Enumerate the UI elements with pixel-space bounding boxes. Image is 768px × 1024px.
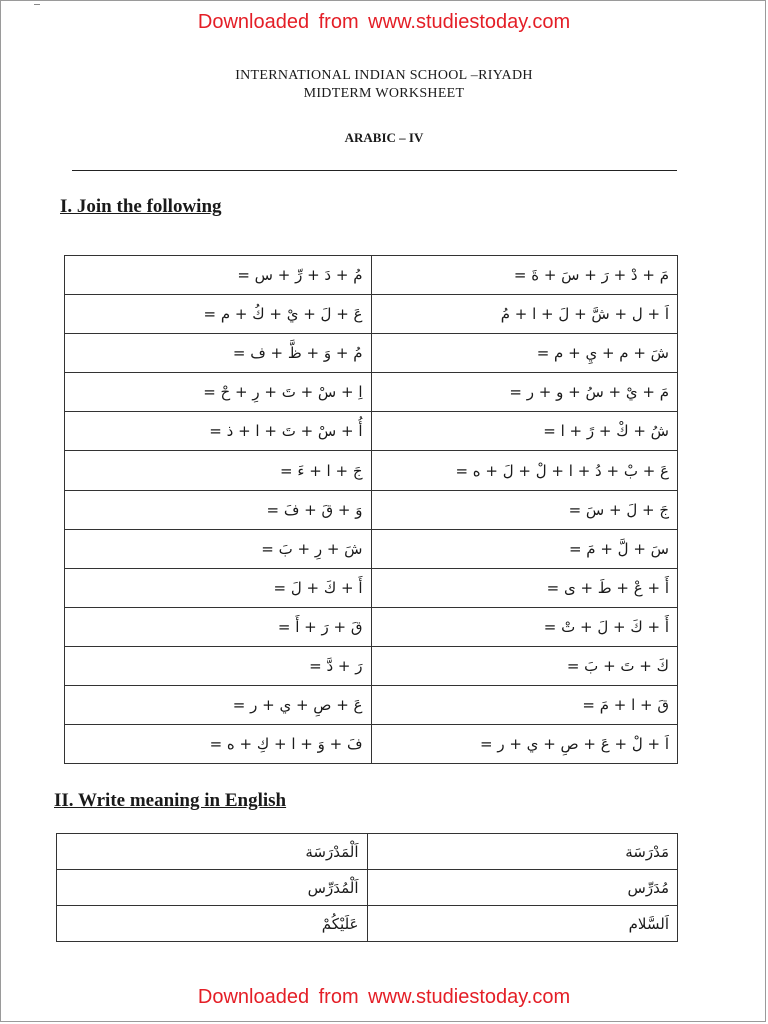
join-row-left-cell: عَ + لَ + يْ + كُ + م = — [65, 295, 372, 334]
join-row — [65, 373, 678, 412]
join-row-left-cell: جَ + ا + ءَ = — [65, 451, 372, 490]
meaning-row-left-cell: اَلْمُدَرِّس — [57, 870, 368, 906]
join-row — [65, 412, 678, 451]
watermark-bottom[interactable]: Downloaded from www.studiestoday.com — [197, 986, 571, 1008]
join-row-right-cell: مَ + يْ + سُ + و + ر = — [371, 373, 678, 412]
join-row-right-cell: مَ + دْ + رَ + سَ + ةَ = — [371, 256, 678, 295]
meaning-row-right-cell: اَلسَّلام — [367, 906, 678, 942]
join-row-left-cell: مُ + دَ + رِّ + س = — [65, 256, 372, 295]
join-row — [65, 451, 678, 490]
join-row-right-cell: سَ + لَّ + مَ = — [371, 529, 678, 568]
join-row-right-cell: كَ + تَ + بَ = — [371, 646, 678, 685]
meaning-row — [57, 870, 678, 906]
meaning-row-left-cell: اَلْمَدْرَسَة — [57, 834, 368, 870]
join-row — [65, 295, 678, 334]
meaning-table — [56, 833, 678, 942]
watermark-top[interactable]: Downloaded from www.studiestoday.com — [197, 11, 571, 33]
join-table — [64, 255, 678, 764]
subject-title: ARABIC – IV — [344, 130, 424, 145]
meaning-row-left-cell: عَلَيْكُمْ — [57, 906, 368, 942]
join-row — [65, 256, 678, 295]
join-row-right-cell: شَ + م + يِ + م = — [371, 334, 678, 373]
join-row-left-cell: وَ + قَ + فَ = — [65, 490, 372, 529]
section-1-heading: I. Join the following — [60, 196, 222, 217]
join-row-right-cell: شُ + كْ + رً + ا = — [371, 412, 678, 451]
join-row — [65, 686, 678, 725]
join-row-right-cell: أَ + عْ + طَ + ى = — [371, 568, 678, 607]
join-row-right-cell: قَ + ا + مَ = — [371, 686, 678, 725]
join-row-left-cell: شَ + رِ + بَ = — [65, 529, 372, 568]
join-row — [65, 607, 678, 646]
join-row-right-cell: جَ + لَ + سَ = — [371, 490, 678, 529]
join-row-left-cell: عَ + صِ + ي + ر = — [65, 686, 372, 725]
section-2-heading: II. Write meaning in English — [54, 790, 287, 811]
school-name: INTERNATIONAL INDIAN SCHOOL –RIYADH — [235, 68, 533, 83]
meaning-row — [57, 906, 678, 942]
meaning-row — [57, 834, 678, 870]
meaning-row-right-cell: مُدَرِّس — [367, 870, 678, 906]
join-row-right-cell: اَ + لْ + عَ + صِ + ي + ر = — [371, 725, 678, 764]
join-row — [65, 568, 678, 607]
join-row-right-cell: عَ + بْ + دُ + ا + لْ + لَ + ه = — [371, 451, 678, 490]
join-row — [65, 529, 678, 568]
join-row — [65, 646, 678, 685]
scan-mark — [34, 4, 40, 5]
join-row-left-cell: مُ + وَ + ظَّ + ف = — [65, 334, 372, 373]
header-divider — [72, 170, 677, 171]
join-row-left-cell: قَ + رَ + أَ = — [65, 607, 372, 646]
join-row-left-cell: رَ + دَّ = — [65, 646, 372, 685]
join-row — [65, 725, 678, 764]
join-row-left-cell: أُ + سْ + تَ + ا + ذ = — [65, 412, 372, 451]
join-row — [65, 490, 678, 529]
join-row — [65, 334, 678, 373]
join-row-left-cell: أَ + كَ + لَ = — [65, 568, 372, 607]
join-row-left-cell: فَ + وَ + ا + كِ + ه = — [65, 725, 372, 764]
worksheet-title: MIDTERM WORKSHEET — [303, 86, 465, 101]
join-row-right-cell: أَ + كَ + لَ + تْ = — [371, 607, 678, 646]
meaning-row-right-cell: مَدْرَسَة — [367, 834, 678, 870]
join-row-left-cell: اِ + سْ + تَ + رِ + حْ = — [65, 373, 372, 412]
join-row-right-cell: اَ + ل + شَّ + لَ + ا + مُ — [371, 295, 678, 334]
